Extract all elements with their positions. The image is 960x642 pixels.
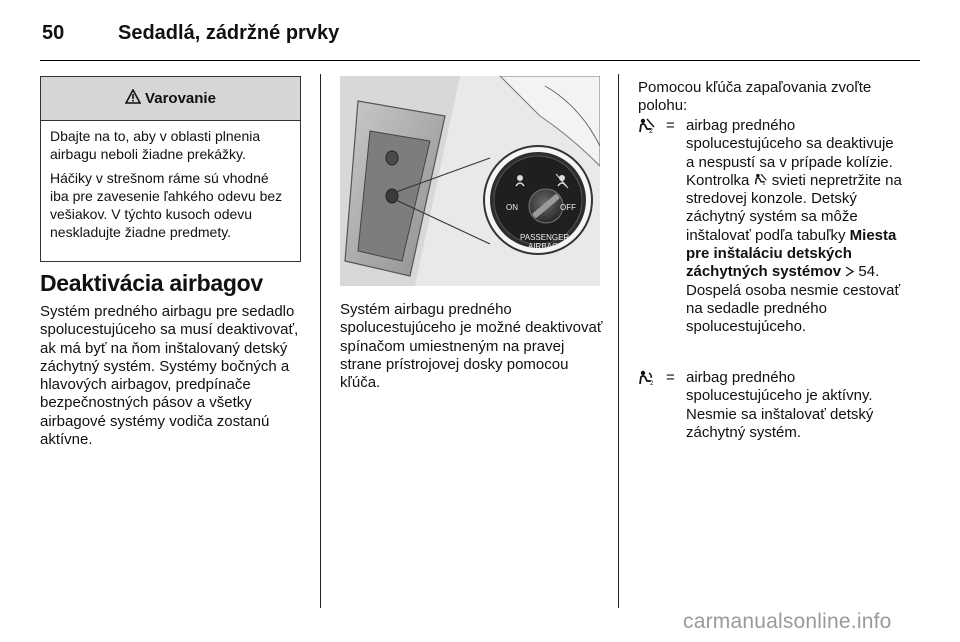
page-number: 50 xyxy=(42,22,65,44)
header-rule xyxy=(40,60,920,61)
airbag-off-indicator-icon xyxy=(754,173,768,186)
page-title: Sedadlá, zádržné prvky xyxy=(118,22,340,44)
warning-box xyxy=(40,76,301,262)
warning-heading: Varovanie xyxy=(145,90,216,107)
definition-equals: = xyxy=(666,369,675,386)
column-divider xyxy=(320,74,321,608)
definition-text xyxy=(686,117,902,337)
watermark: carmanualsonline.info xyxy=(683,610,892,633)
switch-label-on: ON xyxy=(506,203,518,212)
cross-reference-arrow-icon xyxy=(845,264,854,275)
airbag-off-icon xyxy=(638,118,656,134)
definition-item-airbag-on xyxy=(638,369,900,449)
svg-text:2: 2 xyxy=(650,381,654,386)
cross-reference-link[interactable]: Miesta pre inštaláciu detských záchytných systémov xyxy=(686,226,897,281)
section-body: Systém predného airbagu pre sedadlo spolucestujúceho sa musí deaktivovať, ak má byť na ňom inštalovaný detský záchytný systém. Systémy bočných a hlavových airbagov, predpínače bezpečnostných pásov a všetky airbagové systémy vodiča zostanú aktívne. xyxy=(40,303,299,449)
airbag-on-icon xyxy=(638,370,656,386)
airbag-switch-illustration xyxy=(340,76,600,286)
switch-label-off: OFF xyxy=(560,203,576,212)
column-divider xyxy=(618,74,619,608)
definition-text-part: 54. Dospelá osoba nesmie cestovať na sedadle predného spolucestujúceho. xyxy=(686,263,901,336)
definition-item-airbag-off xyxy=(638,117,900,367)
warning-paragraph: Háčiky v strešnom ráme sú vhodné iba pre zavesenie ľahkého odevu bez vešiakov. V týchto kusoch odevu neskladujte žiadne predmety. xyxy=(50,170,283,240)
warning-body xyxy=(41,121,300,241)
warning-header xyxy=(41,77,300,121)
definition-equals: = xyxy=(666,117,675,134)
section-heading: Deaktivácia airbagov xyxy=(40,270,263,296)
definition-text-part: airbag predného spolucestujúceho sa deaktivuje a nespustí sa v prípade kolízie. Kontrolka xyxy=(686,117,894,189)
airbag-switch-drawing xyxy=(340,76,600,286)
switch-caption-line1: PASSENGER xyxy=(520,233,570,242)
svg-text:2: 2 xyxy=(762,180,766,186)
svg-text:2: 2 xyxy=(649,128,653,134)
warning-paragraph: Dbajte na to, aby v oblasti plnenia airbagu neboli žiadne prekážky. xyxy=(50,128,261,162)
switch-caption-line2: AIRBAG xyxy=(528,242,559,251)
definition-text-part: svieti nepretržite na stredovej konzole. Detský záchytný systém sa môže inštalovať podľa tabuľky xyxy=(686,171,902,244)
figure-caption: Systém airbagu predného spolucestujúceho je možné deaktivovať spínačom umiestneným na pravej strane prístrojovej dosky pomocou kľúča. xyxy=(340,301,603,392)
definition-text: airbag predného spolucestujúceho je aktívny. Nesmie sa inštalovať detský záchytný systém. xyxy=(686,369,874,441)
page-header xyxy=(40,12,920,56)
warning-triangle-icon xyxy=(125,89,145,108)
instruction-intro: Pomocou kľúča zapaľovania zvoľte polohu: xyxy=(638,79,872,115)
